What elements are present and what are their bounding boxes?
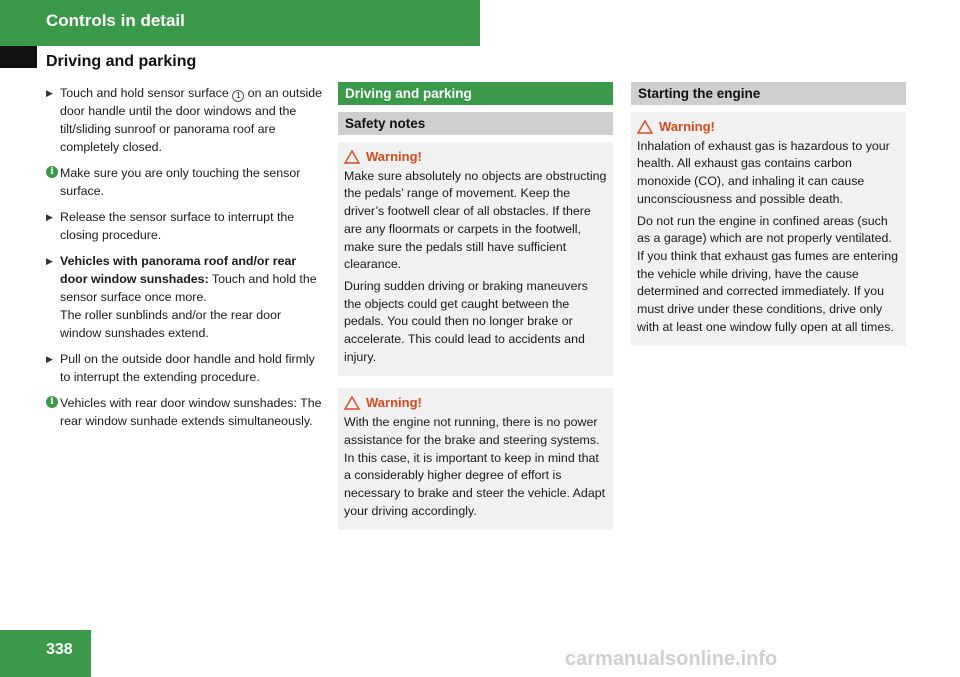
watermark: carmanualsonline.info — [565, 648, 778, 670]
instruction-step: ▶ Vehicles with panorama roof and/or rear door window sunshades: Touch and hold the sensor surface once more. The roller sunblinds and/or the rear door window sunshades extend. — [46, 254, 317, 340]
instruction-step: ▶ Pull on the outside door handle and hold firmly to interrupt the extending procedure. — [46, 352, 315, 384]
chapter-title: Controls in detail — [46, 11, 185, 30]
section-heading: Starting the engine — [631, 82, 906, 105]
corner-mark — [0, 46, 37, 68]
arrow-right-icon: ▶ — [46, 256, 53, 266]
arrow-right-icon: ▶ — [46, 212, 53, 222]
info-icon: i — [46, 396, 58, 408]
header-tab — [0, 0, 480, 46]
warning-text: Inhalation of exhaust gas is hazardous to your health. All exhaust gas contains carbon monoxide (CO), and inhaling it can cause unconsciousness and possible death. — [637, 138, 890, 206]
section-subtitle: Driving and parking — [46, 53, 197, 70]
warning-text: With the engine not running, there is no power assistance for the brake and steering systems. In this case, it is important to keep in mind that a considerably higher degree of effort is necessary to brake and steer the vehicle. Adapt your driving accordingly. — [344, 415, 606, 518]
warning-triangle-icon — [344, 150, 360, 164]
arrow-right-icon: ▶ — [46, 88, 53, 98]
subsection-heading: Safety notes — [338, 112, 613, 135]
warning-text: Make sure absolutely no objects are obstructing the pedals’ range of movement. Keep the driver’s footwell clear of all obstacles. If there are any floormats or carpets in the footwell, make sure the pedals still have sufficient clearance. — [344, 168, 607, 272]
instruction-step: ▶ Touch and hold sensor surface 1 on an outside door handle until the door windows and the tilt/sliding sunroof or panorama roof are completely closed. — [46, 86, 323, 154]
warning-heading: Warning! — [344, 148, 607, 166]
warning-triangle-icon — [344, 396, 360, 410]
warning-triangle-icon — [637, 120, 653, 134]
instruction-step: ▶ Release the sensor surface to interrupt the closing procedure. — [46, 210, 295, 242]
left-column — [46, 84, 324, 438]
warning-box — [338, 388, 613, 530]
page-number: 338 — [46, 641, 73, 658]
section-heading: Driving and parking — [338, 82, 613, 105]
info-icon: i — [46, 166, 58, 178]
warning-text: Do not run the engine in confined areas (such as a garage) which are not properly ventilated. If you think that exhaust gas fumes are entering the vehicle while driving, have the cause determined and corrected immediately. If you must drive under these conditions, drive only with at least one window fully open at all times. — [637, 213, 899, 334]
warning-heading: Warning! — [637, 118, 900, 136]
warning-box — [631, 112, 906, 346]
callout-number-icon: 1 — [232, 90, 244, 102]
info-note: i Make sure you are only touching the sensor surface. — [46, 164, 324, 200]
warning-box — [338, 142, 613, 376]
info-note: i Vehicles with rear door window sunshades: The rear window sunhade extends simultaneously. — [46, 394, 324, 430]
right-column — [631, 82, 906, 346]
middle-column — [338, 82, 613, 530]
warning-text: During sudden driving or braking maneuvers the objects could get caught between the pedals. You could then no longer brake or accelerate. This could lead to accidents and injury. — [344, 278, 588, 364]
arrow-right-icon: ▶ — [46, 354, 53, 364]
page-number-box — [0, 630, 91, 677]
warning-heading: Warning! — [344, 394, 607, 412]
